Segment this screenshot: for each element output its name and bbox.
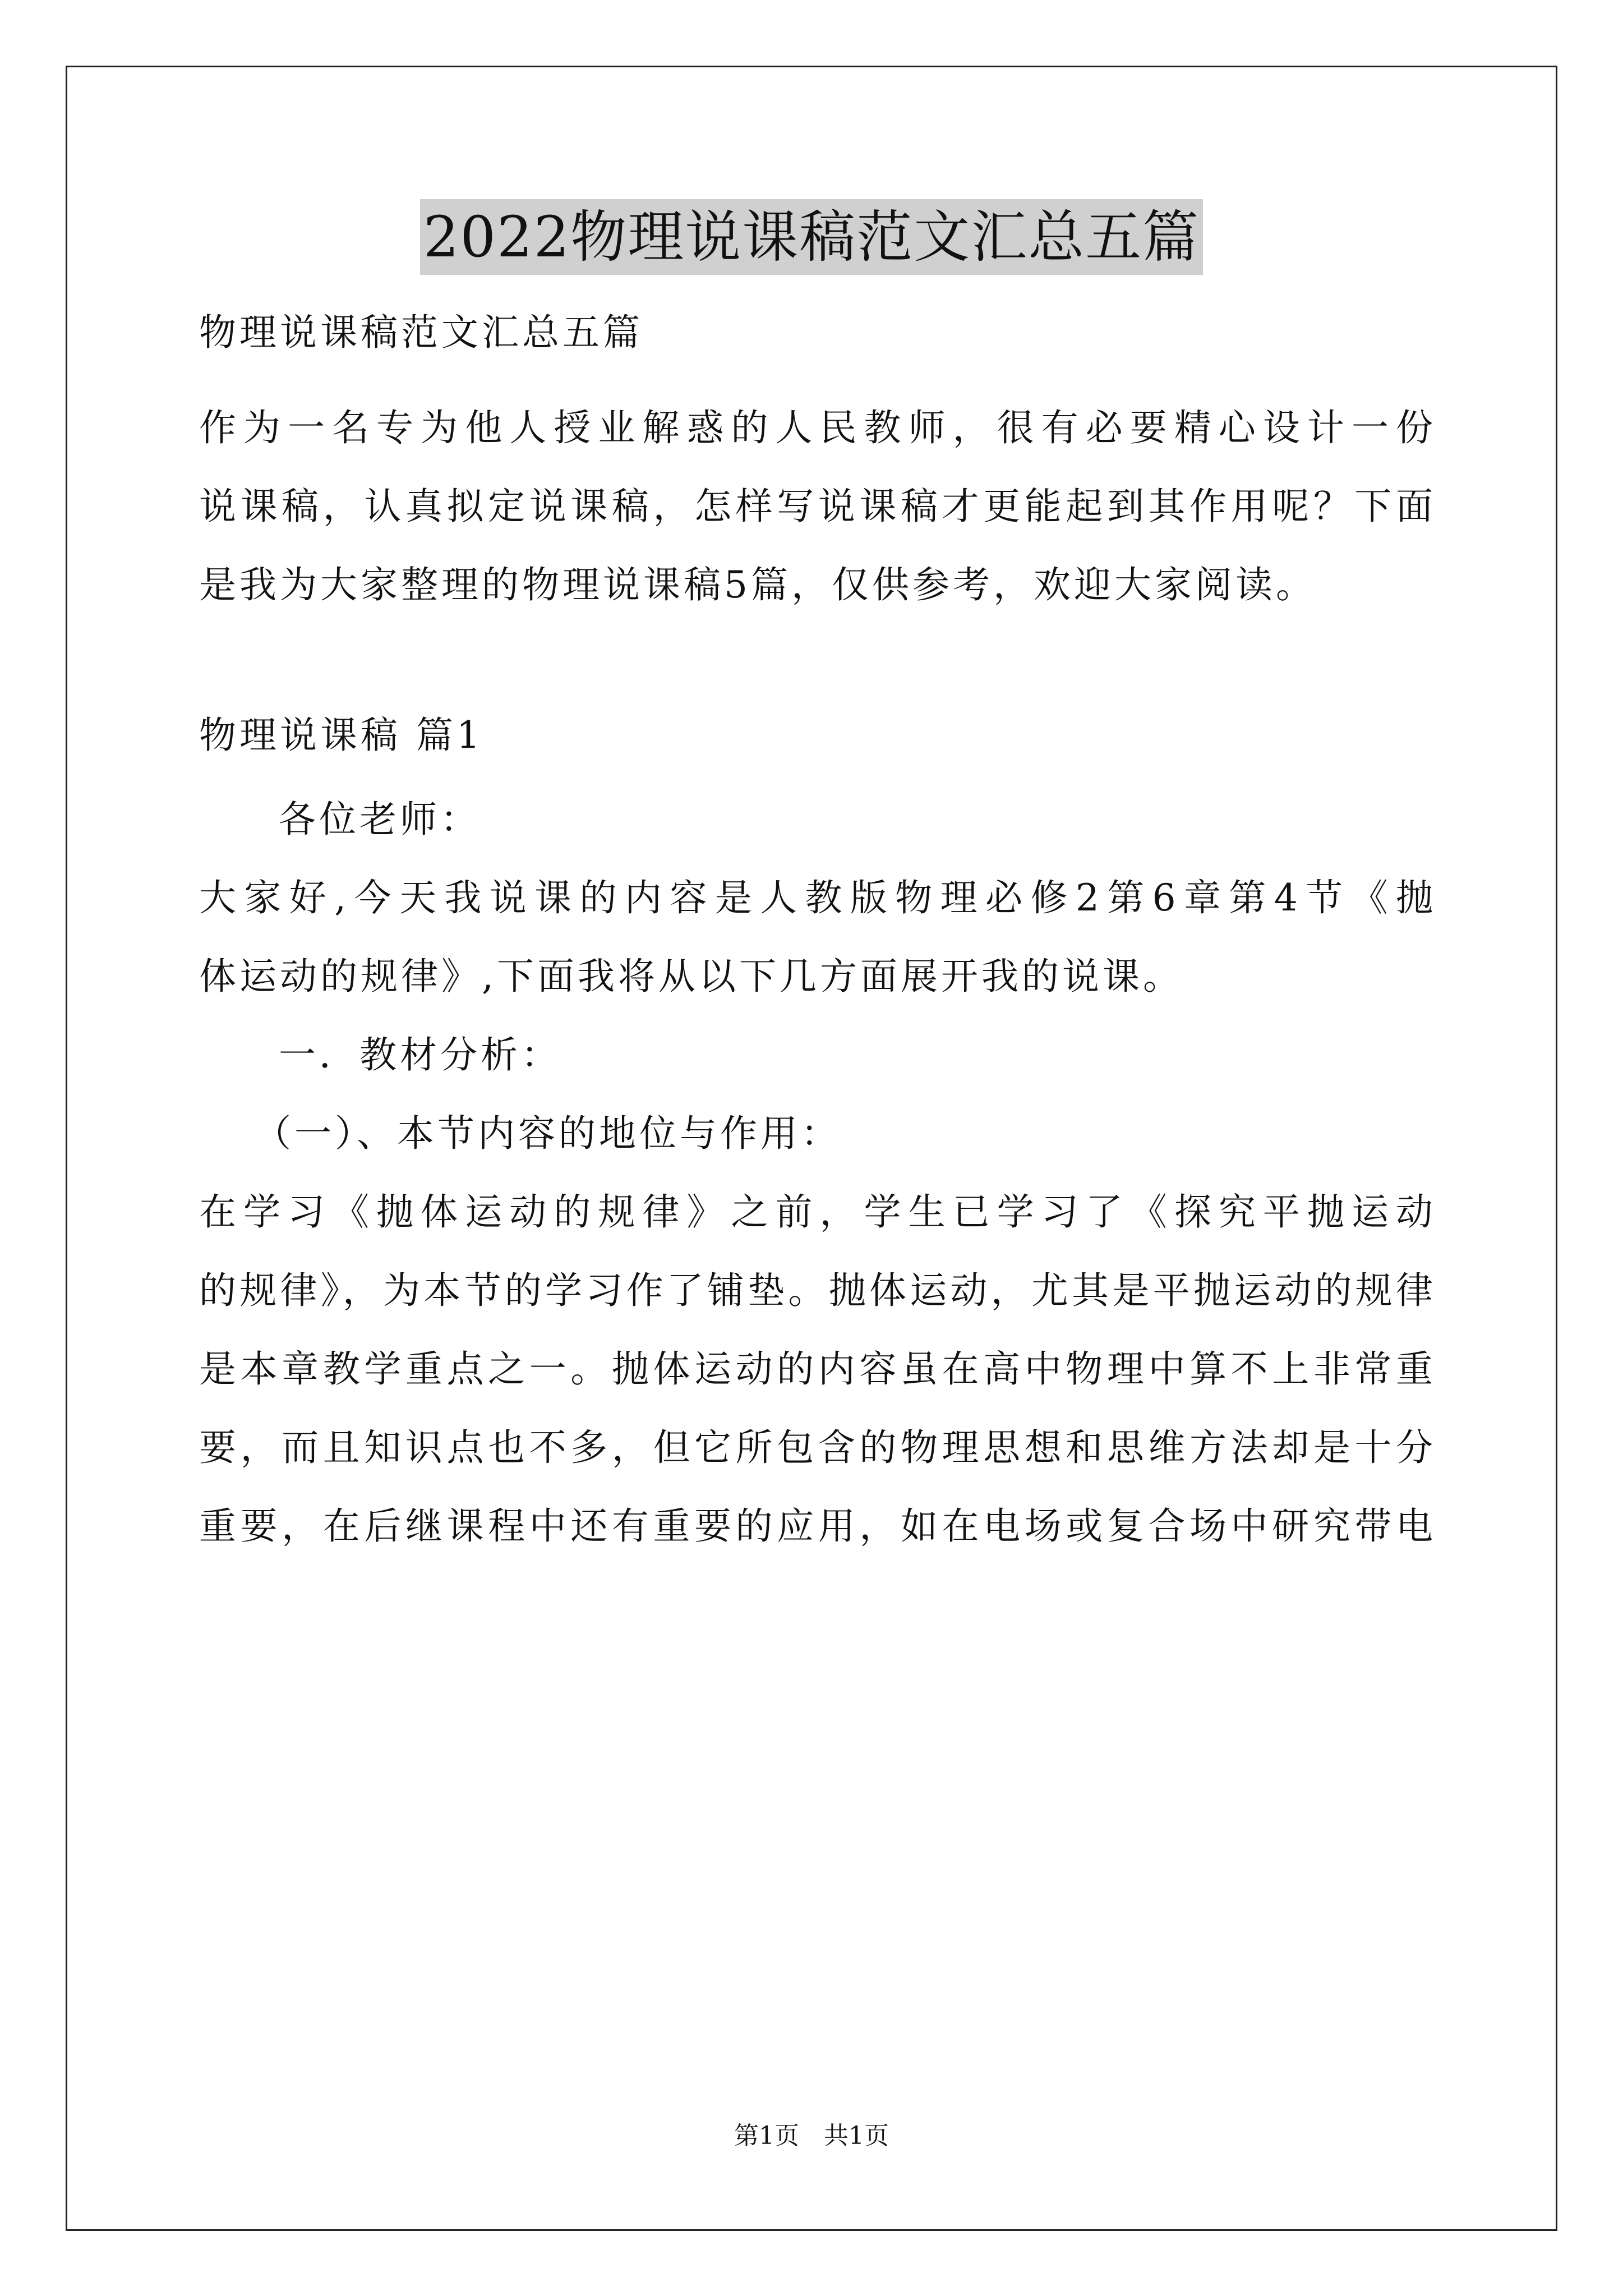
paragraph-line: 说课稿，认真拟定说课稿，怎样写说课稿才更能起到其作用呢？下面 — [199, 485, 1433, 528]
paragraph-line: 作为一名专为他人授业解惑的人民教师，很有必要精心设计一份 — [199, 406, 1433, 449]
outline-subheading: （一）、本节内容的地位与作用： — [254, 1112, 841, 1155]
section-heading: 物理说课稿 篇1 — [199, 714, 483, 757]
page-footer: 第1页 共1页 — [734, 2122, 889, 2150]
paragraph-line: 体运动的规律》,下面我将从以下几方面展开我的说课。 — [199, 955, 1183, 998]
paragraph-line: 在学习《抛体运动的规律》之前，学生已学习了《探究平抛运动 — [199, 1190, 1433, 1234]
title-container — [0, 199, 1623, 275]
outline-heading: 一．教材分析： — [279, 1033, 561, 1076]
paragraph-line: 大家好,今天我说课的内容是人教版物理必修2第6章第4节《抛 — [199, 876, 1433, 919]
paragraph-line: 要，而且知识点也不多，但它所包含的物理思想和思维方法却是十分 — [199, 1426, 1433, 1469]
paragraph-line: 重要，在后继课程中还有重要的应用，如在电场或复合场中研究带电 — [199, 1504, 1433, 1548]
document-title: 2022物理说课稿范文汇总五篇 — [420, 199, 1204, 275]
paragraph-line: 的规律》，为本节的学习作了铺垫。抛体运动，尤其是平抛运动的规律 — [199, 1269, 1433, 1312]
paragraph-line: 是我为大家整理的物理说课稿5篇，仅供参考，欢迎大家阅读。 — [199, 563, 1316, 606]
paragraph-line: 是本章教学重点之一。抛体运动的内容虽在高中物理中算不上非常重 — [199, 1347, 1433, 1391]
greeting: 各位老师： — [279, 798, 481, 841]
subtitle: 物理说课稿范文汇总五篇 — [199, 311, 643, 354]
